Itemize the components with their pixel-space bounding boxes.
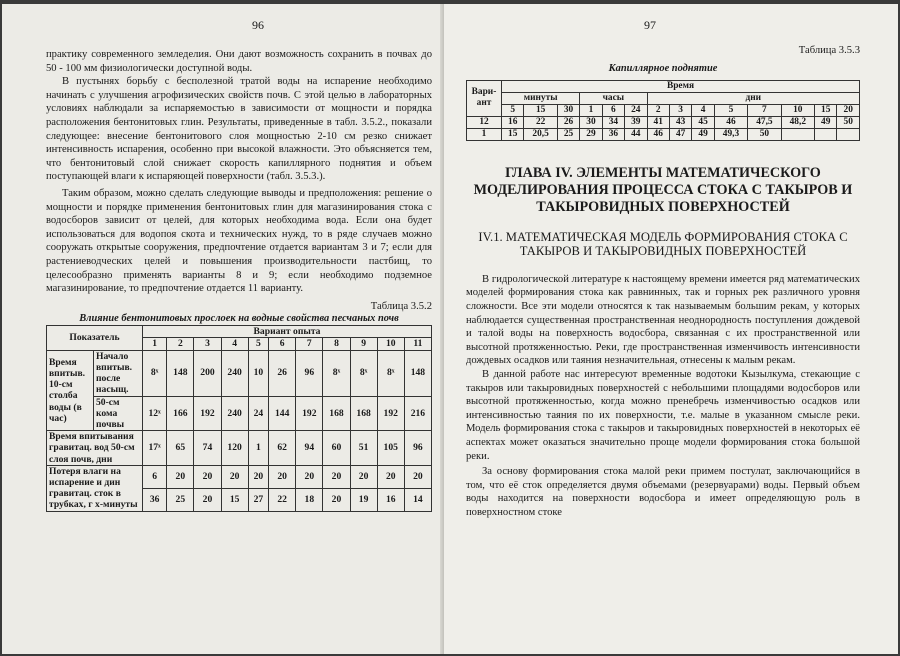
table-3-5-2-caption: Таблица 3.5.2 bbox=[370, 300, 432, 312]
right-paragraph-2: В данной работе нас интересуют временные водотоки Кызылкума, стекающие с такыров или такыровидных поверхностей с небольшими площадями водосборов или высотной протяженностью, когда можно пренебречь изменчивостью осадков или интенсивностью таяния по их поверхности, т.е. малые в указанном смысле реки. Модель формирования стока с такыров и такыровидных поверхностей в некоторых её аспектах может оказаться значительно проще модели формирования стока большой реки. bbox=[466, 368, 860, 462]
table-cell: 49 bbox=[815, 116, 837, 128]
table-cell: 14 bbox=[404, 488, 431, 511]
table-cell bbox=[815, 128, 837, 140]
table-cell: 168 bbox=[350, 396, 377, 431]
table-cell: 45 bbox=[692, 116, 714, 128]
table-cell: 20 bbox=[404, 465, 431, 488]
table-cell: 25 bbox=[167, 488, 194, 511]
left-paragraph-1: практику современного земледелия. Они дают возможность сохранить в почвах до 50 - 100 мм физиологически доступной воды. bbox=[46, 49, 432, 74]
table-cell: 36 bbox=[143, 488, 167, 511]
row-group-label: Время впитыв. 10-см столба воды (в час) bbox=[47, 350, 94, 430]
table-cell: 148 bbox=[167, 350, 194, 396]
table-cell: 8ˣ bbox=[323, 350, 350, 396]
table-cell: 19 bbox=[350, 488, 377, 511]
column-header: 5 bbox=[502, 104, 524, 116]
table-cell: 34 bbox=[602, 116, 624, 128]
column-header: 4 bbox=[692, 104, 714, 116]
chapter-title: ГЛАВА IV. ЭЛЕМЕНТЫ МАТЕМАТИЧЕСКОГО МОДЕЛИРОВАНИЯ ПРОЦЕССА СТОКА С ТАКЫРОВ И ТАКЫРОВИДНЫХ ПОВЕРХНОСТЕЙ bbox=[473, 164, 853, 215]
table-cell: 25 bbox=[557, 128, 579, 140]
table-cell: 12 bbox=[467, 116, 502, 128]
column-header: 7 bbox=[296, 338, 323, 350]
table-cell: 27 bbox=[248, 488, 268, 511]
page-number-left: 96 bbox=[252, 18, 264, 32]
table-cell: 50 bbox=[748, 128, 781, 140]
table-cell: 43 bbox=[669, 116, 691, 128]
left-paragraph-2: В пустынях борьбу с бесполезной тратой воды на испарение необходимо начинать с улучшения агрофизических свойств почв. С этой целью в лабораторных условиях наблюдали за испаряемостью в зависимости от мощности и порядка расположения бентонитовых глин. Результаты, приведенные в табл. 3.5.2., показали следующее: внесение бентонитового слоя мощностью 2-10 см резко снижает интенсивность испарения, особенно при высокой влажности. Это объясняется тем, что бентонитовый слой снижает скорость капиллярного поднятия и объем поступающей влаги к испаряющей поверхности (табл. 3.5.3.). bbox=[46, 76, 432, 183]
table-cell: 24 bbox=[248, 396, 268, 431]
row-label: Начало впитыв. после насыщ. bbox=[94, 350, 143, 396]
column-header: 11 bbox=[404, 338, 431, 350]
column-header: 4 bbox=[221, 338, 248, 350]
table-3-5-2-title: Влияние бентонитовых прослоек на водные свойства песчаных почв bbox=[79, 312, 399, 324]
page-number-right: 97 bbox=[644, 18, 656, 32]
column-header: 5 bbox=[714, 104, 747, 116]
table-cell: 148 bbox=[404, 350, 431, 396]
table-cell: 36 bbox=[602, 128, 624, 140]
table-cell: 8ˣ bbox=[377, 350, 404, 396]
table-cell: 50 bbox=[837, 116, 860, 128]
table-cell: 200 bbox=[194, 350, 221, 396]
column-header: 15 bbox=[815, 104, 837, 116]
table-cell bbox=[781, 128, 814, 140]
section-title: IV.1. МАТЕМАТИЧЕСКАЯ МОДЕЛЬ ФОРМИРОВАНИЯ СТОКА С ТАКЫРОВ И ТАКЫРОВИДНЫХ ПОВЕРХНОСТЕЙ bbox=[478, 229, 848, 259]
header-indicator: Показатель bbox=[47, 326, 143, 350]
table-cell: 46 bbox=[647, 128, 669, 140]
table-cell: 216 bbox=[404, 396, 431, 431]
header-days: дни bbox=[647, 92, 859, 104]
table-3-5-3-caption: Таблица 3.5.3 bbox=[798, 45, 860, 56]
table-cell: 20 bbox=[269, 465, 296, 488]
table-cell: 49 bbox=[692, 128, 714, 140]
table-cell: 41 bbox=[647, 116, 669, 128]
table-cell: 20 bbox=[350, 465, 377, 488]
table-cell: 26 bbox=[269, 350, 296, 396]
table-cell: 20 bbox=[323, 465, 350, 488]
header-minutes: минуты bbox=[502, 92, 580, 104]
row-label: 50-см кома почвы bbox=[94, 396, 143, 431]
right-page bbox=[444, 4, 898, 654]
table-cell: 16 bbox=[502, 116, 524, 128]
column-header: 24 bbox=[625, 104, 647, 116]
column-header: 8 bbox=[323, 338, 350, 350]
column-header: 30 bbox=[557, 104, 579, 116]
table-cell: 62 bbox=[269, 431, 296, 466]
table-cell: 1 bbox=[248, 431, 268, 466]
table-cell: 16 bbox=[377, 488, 404, 511]
table-cell: 30 bbox=[580, 116, 602, 128]
table-cell: 47 bbox=[669, 128, 691, 140]
header-hours: часы bbox=[580, 92, 647, 104]
table-cell: 48,2 bbox=[781, 116, 814, 128]
right-paragraph-3: За основу формирования стока малой реки примем постулат, заключающийся в том, что её сток определяется двумя объемами (резервуарами) воды. Первый объем воды находится на поверхности водосбора и имеет определяющую роль в поверхностном стоке bbox=[466, 466, 860, 518]
table-cell: 18 bbox=[296, 488, 323, 511]
table-3-5-2 bbox=[46, 325, 432, 511]
column-header: 1 bbox=[143, 338, 167, 350]
column-header: 20 bbox=[837, 104, 860, 116]
table-cell bbox=[837, 128, 860, 140]
table-cell: 8ˣ bbox=[350, 350, 377, 396]
row-label: Потеря влаги на испарение и дин гравитац. сток в трубках, г х-минуты bbox=[47, 465, 143, 511]
table-cell: 44 bbox=[625, 128, 647, 140]
table-cell: 192 bbox=[194, 396, 221, 431]
table-cell: 96 bbox=[296, 350, 323, 396]
table-cell: 15 bbox=[502, 128, 524, 140]
column-header: 2 bbox=[167, 338, 194, 350]
table-cell: 240 bbox=[221, 350, 248, 396]
table-3-5-3-title: Капиллярное поднятие bbox=[608, 63, 718, 74]
header-variant: Вари-ант bbox=[467, 80, 502, 116]
left-page bbox=[2, 4, 446, 654]
column-header: 6 bbox=[269, 338, 296, 350]
column-header: 10 bbox=[377, 338, 404, 350]
column-header: 1 bbox=[580, 104, 602, 116]
table-cell: 166 bbox=[167, 396, 194, 431]
table-cell: 46 bbox=[714, 116, 747, 128]
table-cell: 96 bbox=[404, 431, 431, 466]
column-header: 3 bbox=[669, 104, 691, 116]
table-cell: 120 bbox=[221, 431, 248, 466]
table-cell: 17ˣ bbox=[143, 431, 167, 466]
column-header: 9 bbox=[350, 338, 377, 350]
row-label: Время впитывания гравитац. вод 50-см слоя почв, дни bbox=[47, 431, 143, 466]
table-cell: 20,5 bbox=[524, 128, 557, 140]
table-cell: 94 bbox=[296, 431, 323, 466]
table-cell: 20 bbox=[221, 465, 248, 488]
table-cell: 20 bbox=[296, 465, 323, 488]
table-cell: 20 bbox=[167, 465, 194, 488]
table-cell: 51 bbox=[350, 431, 377, 466]
table-cell: 26 bbox=[557, 116, 579, 128]
left-paragraph-3: Таким образом, можно сделать следующие выводы и предположения: решение о мощности и порядке применения бентонитовых глин для магазинирования стока с водосборов зависит от целей, для которых необходима вода. Если она будет использоваться для водопоя скота и технических нужд, то в ряде случаев можно сооружать открытые сооружения, предпочтение отдается вариантам 3 и 7; если для растениеводческих целей и повышения производительности пастбищ, то целесообразно применять варианты 8 и 9; если необходимо подземное магазинирование, то предпочтение отдается 11 варианту. bbox=[46, 187, 432, 295]
table-cell: 10 bbox=[248, 350, 268, 396]
column-header: 3 bbox=[194, 338, 221, 350]
table-cell: 20 bbox=[377, 465, 404, 488]
column-header: 6 bbox=[602, 104, 624, 116]
table-cell: 22 bbox=[269, 488, 296, 511]
table-cell: 240 bbox=[221, 396, 248, 431]
column-header: 15 bbox=[524, 104, 557, 116]
table-cell: 168 bbox=[323, 396, 350, 431]
table-cell: 1 bbox=[467, 128, 502, 140]
column-header: 5 bbox=[248, 338, 268, 350]
table-cell: 20 bbox=[248, 465, 268, 488]
column-header: 10 bbox=[781, 104, 814, 116]
table-cell: 105 bbox=[377, 431, 404, 466]
column-header: 7 bbox=[748, 104, 781, 116]
table-cell: 20 bbox=[194, 488, 221, 511]
table-cell: 49,3 bbox=[714, 128, 747, 140]
table-cell: 22 bbox=[524, 116, 557, 128]
table-cell: 8ˣ bbox=[143, 350, 167, 396]
table-cell: 39 bbox=[625, 116, 647, 128]
table-cell: 15 bbox=[221, 488, 248, 511]
table-cell: 144 bbox=[269, 396, 296, 431]
table-cell: 6 bbox=[143, 465, 167, 488]
header-variant: Вариант опыта bbox=[143, 326, 432, 338]
table-cell: 29 bbox=[580, 128, 602, 140]
table-cell: 192 bbox=[296, 396, 323, 431]
table-cell: 192 bbox=[377, 396, 404, 431]
header-time: Время bbox=[502, 80, 860, 92]
table-cell: 74 bbox=[194, 431, 221, 466]
table-cell: 12ˣ bbox=[143, 396, 167, 431]
column-header: 2 bbox=[647, 104, 669, 116]
right-paragraph-1: В гидрологической литературе к настоящему времени имеется ряд математических моделей формирования стока как равнинных, так и горных рек различного уровня сложности. Все эти модели относятся к так называемым большим рекам, у которых наблюдается существенная пространственная неоднородность поступления дождевой и талой воды на поверхность водосбора, связанная с их пространственной или высотной протяженностью. Реки, где пространственная изменчивость интенсивности дождевых осадков или таяния незначительная, отнесены к малым рекам. bbox=[466, 273, 860, 367]
table-cell: 20 bbox=[194, 465, 221, 488]
table-3-5-3 bbox=[466, 80, 860, 141]
table-cell: 60 bbox=[323, 431, 350, 466]
table-cell: 65 bbox=[167, 431, 194, 466]
table-cell: 20 bbox=[323, 488, 350, 511]
table-cell: 47,5 bbox=[748, 116, 781, 128]
